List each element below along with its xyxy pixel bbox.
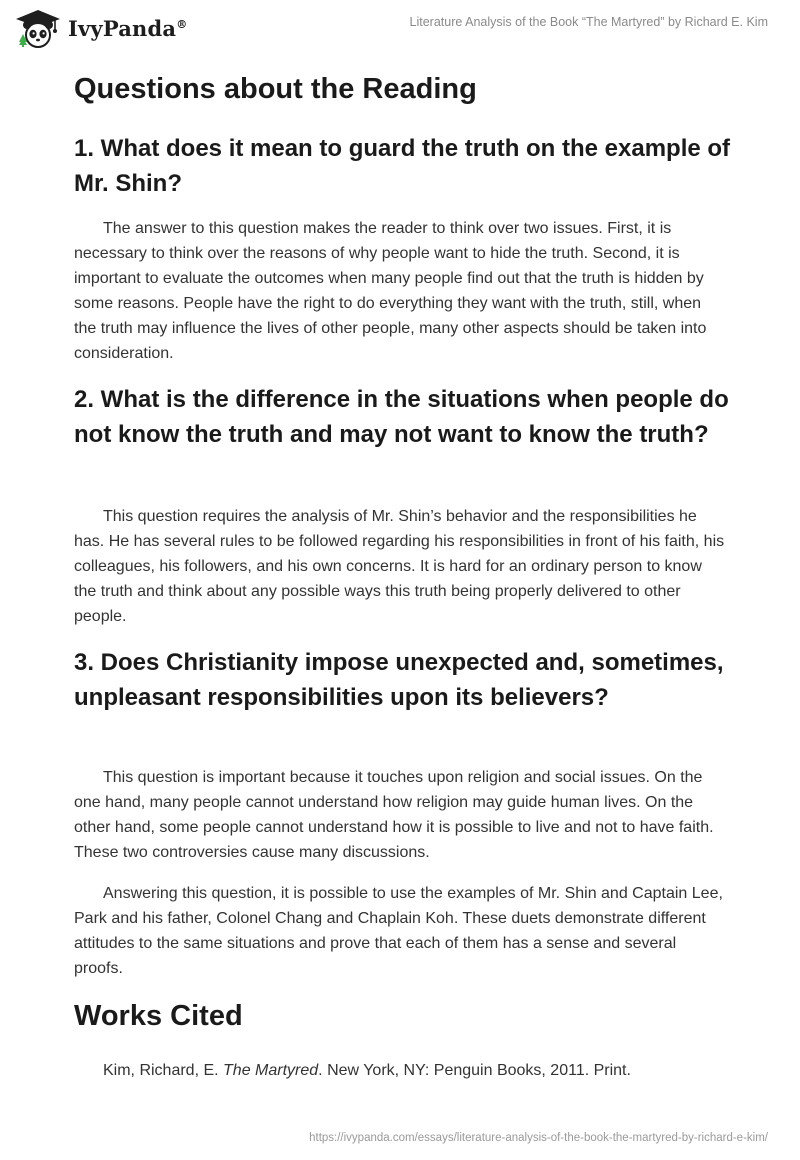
panda-graduate-icon: [14, 8, 62, 48]
brand-label: IvyPanda: [68, 15, 177, 41]
source-url-link[interactable]: https://ivypanda.com/essays/literature-analysis-of-the-book-the-martyred-by-richard-e-kim/: [309, 1132, 768, 1144]
question-1-heading: 1. What does it mean to guard the truth on the example of Mr. Shin?: [74, 135, 731, 197]
page-header: [0, 0, 800, 70]
trademark-symbol: ®: [176, 17, 188, 31]
citation-publication: . New York, NY: Penguin Books, 2011. Print.: [318, 1062, 631, 1079]
question-3-paragraph-2: Answering this question, it is possible to use the examples of Mr. Shin and Captain Lee, Park and his father, Colonel Chang and Chaplain Koh. These duets demonstrate different attitudes to the same situations and prove that each of them has a sense and several proofs.: [74, 885, 723, 977]
ivypanda-logo[interactable]: [14, 8, 187, 48]
question-2-heading: 2. What is the difference in the situations when people do not know the truth and may not want to know the truth?: [74, 386, 729, 448]
citation-author: Kim, Richard, E.: [103, 1062, 224, 1079]
brand-name: [68, 16, 187, 41]
citation-entry: [74, 1058, 726, 1083]
question-2-paragraph: This question requires the analysis of Mr. Shin’s behavior and the responsibilities he has. He has several rules to be followed regarding his responsibilities in front of his faith, his colleagues, his followers, and his own concerns. It is hard for an ordinary person to know the truth and think about any possible ways this truth being properly delivered to other people.: [74, 508, 725, 625]
question-1-paragraph: The answer to this question makes the reader to think over two issues. First, it is necessary to think over the reasons of why people want to hide the truth. Second, it is important to evaluate the outcomes when many people find out that the truth is hidden by some reasons. People have the right to do everything they want with the truth, still, when the truth may influence the lives of other people, many other aspects should be taken into consideration.: [74, 220, 707, 362]
question-3-heading: 3. Does Christianity impose unexpected and, sometimes, unpleasant responsibilities upon its believers?: [74, 649, 724, 711]
question-3-paragraph-1: This question is important because it touches upon religion and social issues. On the one hand, many people cannot understand how religion may guide human lives. On the other hand, some people cannot understand how it is possible to live and not to have faith. These two controversies cause many discussions.: [74, 769, 714, 861]
document-title: Literature Analysis of the Book “The Martyred” by Richard E. Kim: [409, 15, 768, 29]
citation-book-title: The Martyred: [223, 1062, 319, 1079]
works-cited-heading: Works Cited: [74, 1000, 243, 1032]
page-heading: Questions about the Reading: [74, 73, 477, 105]
